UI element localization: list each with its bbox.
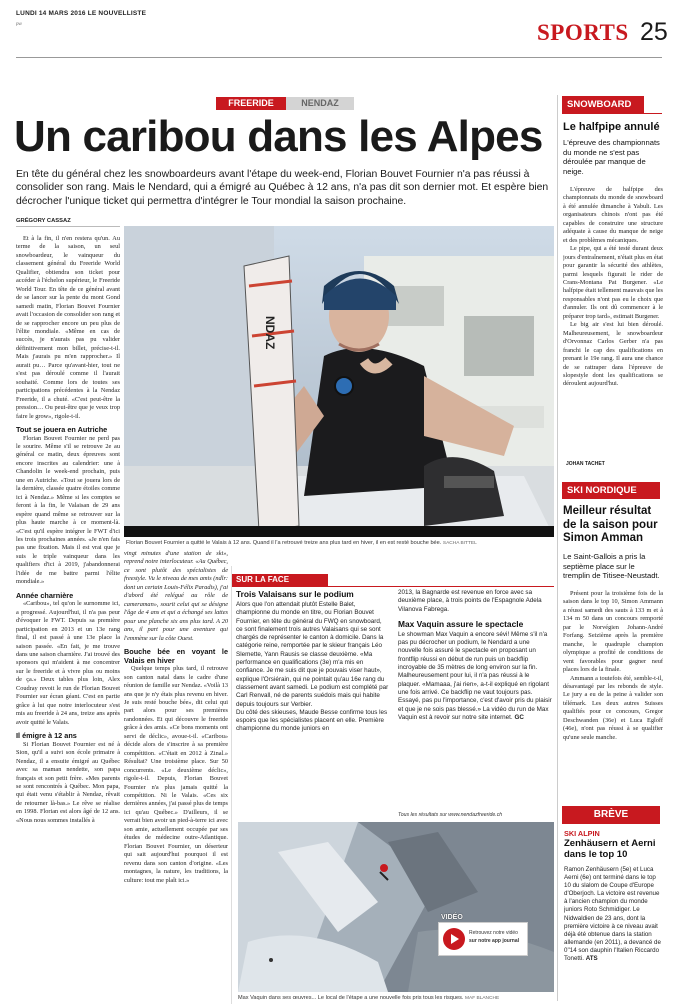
caption-text: Max Vaquin dans ses œuvres... Le local de l'étape a une nouvelle fois pris tous les risques. bbox=[238, 995, 464, 1001]
lead-paragraph: En tête du général chez les snowboardeurs avant l'étape du week-end, Florian Bouvet Fournier n'a pas réussi à consolider son rang. Mais le Nendard, qui a émigré au Québec à 12 ans, n'a pas dit son dernier mot. Et espère bien décrocher l'unique ticket qui permettra d'intégrer le Tour mondial la saison prochaine. bbox=[16, 169, 549, 207]
tag-freeride: FREERIDE bbox=[216, 97, 286, 110]
header-rule bbox=[16, 57, 662, 58]
ski-lead: Le Saint-Gallois a pris la septième place sur le tremplin de Titisee-Neustadt. bbox=[563, 552, 660, 580]
box-heading: Max Vaquin assure le spectacle bbox=[398, 618, 524, 629]
breve-signature: ATS bbox=[585, 955, 598, 963]
snowboard-label: SNOWBOARD bbox=[562, 96, 644, 113]
breve-label: BRÈVE bbox=[562, 806, 660, 824]
header-small-mark: pw bbox=[16, 21, 22, 26]
article-column-1 bbox=[16, 235, 120, 1003]
subheading: Tout se jouera en Autriche bbox=[16, 424, 108, 434]
paragraph: Florian Bouvet Fournier ne perd pas le sourire. Même s'il se retrouve 2e au général ce matin, deux épreuves sont encore inscrites au calendrier: une à Chandolin le week-end prochain, puis une en Autriche. «Tout se jouera lors de la dernière, classée quatre étoiles comme ici à Nendaz.» Même si les comptes se feront à la fin, le Valaisan de 29 ans espère quand même se retrouver sur la plus haute marche à ce moment-là. «C'est qu'il espère intégrer le FWT d'ici les trois prochaines années. «Je n'en fais pas une fixation. Mais il est vrai que je suis le triple vainqueur dans les qualifiers d'ici à 2019, j'abandonnerai l'idée de me battre parmi l'élite mondiale.» bbox=[16, 434, 120, 586]
main-photo bbox=[124, 226, 554, 537]
caption-text: Florian Bouvet Fournier a quitté le Valais à 12 ans. Quand il l'a retrouvé treize ans plus tard en hiver, il en est resté bouche bée. bbox=[126, 540, 442, 546]
breve-headline: Zenhäusern et Aerni dans le top 10 bbox=[564, 838, 656, 860]
ski-nordique-label: SKI NORDIQUE bbox=[562, 482, 660, 499]
play-icon[interactable] bbox=[443, 928, 465, 950]
ski-headline: Meilleur résultat de la saison pour Simon Amman bbox=[563, 505, 658, 544]
paragraph: Alors que l'on attendait plutôt Estelle Balet, championne du monde en titre, ou Florian Bouvet Fournier, en tête du général du FWQ en snowboard, ce sont finalement trois autres Valaisans qui se sont chargés de représenter le canton à domicile. Dans la catégorie reine, remportée par le skieur français Léo Slemette, Yann Rausis se classe deuxième. «Ma performance en qualifications (3e) m'a mis en confiance. Je me suis dit que je pouvais viser haut», explique l'Orsiérain, qui ne pointait qu'au 16e rang du classement avant samedi. Le podium est complété par Carl Renvall, né de parents suédois mais qui habite depuis toujours sur Verbier. bbox=[236, 601, 389, 708]
breve-text: Ramon Zenhäusern (5e) et Luca Aerni (6e) ont terminé dans le top 10 du slalom de Coupe d'Europe d'Oberjoch. La victoire est revenue à l'ancien champion du monde juniors Roto Schmidiger. Le Nidwaldien de 23 ans, dont la première victoire à ce niveau avait déjà été obtenue dans la station allemande (en 2011), a devancé de 0''14 son dauphin l'Italien Riccardo Tonetti. bbox=[564, 866, 661, 963]
paragraph: Quelque temps plus tard, il retrouve son canton natal dans le cadre d'une réunion de famille sur Nendaz. «Voilà 13 ans que je n'y étais plus revenu en hiver. Je suis resté bouche bée», dit celui qui part alors pour ses premières randonnées. Et qui découvre le freeride grâce à des amis. «Ce bons moments ont servi de déclic», avoue-t-il. «Caribou» décide alors de s'inscrire à sa première compétition. «C'était en 2012 à Zinal.» Résultat? Une troisième place. Sur 50 concurrents. «Le deuxième déclic», rigole-t-il. Depuis, Florian Bouvet Fournier n'a plus jamais quitté la compétition. Ni le Valais. «Ces six dernières années, j'ai passé plus de temps ici qu'au Québec.» D'ailleurs, il se verrait bien avoir un pied-à-terre ici avec son amie, actuellement occupée par ses études de médecine outre-Atlantique. Florian Bouvet Fournier, un déserteur qui sait aujourd'hui pourquoi il est revenu dans son canton d'origine. «Les montagnes, la nature, les traditions, la culture: tout me plaît ici.» bbox=[124, 665, 228, 884]
page-number: 25 bbox=[640, 18, 668, 46]
video-label: VIDÉO bbox=[441, 914, 463, 921]
sidebar-rule bbox=[557, 95, 558, 1001]
box-label: SUR LA FACE bbox=[232, 574, 328, 586]
subheading: Bouche bée en voyant le Valais en hiver bbox=[124, 646, 228, 665]
photo-credit: MAF BLANCHE bbox=[465, 996, 500, 1001]
breve-body bbox=[564, 866, 662, 1004]
box-heading: Trois Valaisans sur le podium bbox=[236, 589, 354, 599]
box-rule bbox=[232, 586, 554, 587]
paragraph: Si Florian Bouvet Fournier est né à Sion, qu'il a suivi son école primaire à Nendaz, il a ensuite émigré au Québec avec sa maman nendette, son papa français et son petit frère. «Mes parents se sont rencontrés à Québec. Mon papa, qui était venu s'établir à Nendaz, rêvait de retourner là-bas.» Le rêve se réalise en 1998. Florian est alors âgé de 12 ans. «Nous nous sommes installés à bbox=[16, 740, 120, 824]
photo-caption bbox=[126, 540, 546, 546]
tag-nendaz: NENDAZ bbox=[286, 97, 354, 110]
snowboard-rule bbox=[562, 113, 662, 114]
headline: Un caribou dans les Alpes bbox=[14, 112, 543, 161]
byline-rule bbox=[16, 226, 120, 227]
box-signature: GC bbox=[514, 713, 524, 721]
photo2-caption bbox=[238, 995, 558, 1001]
article-column-2 bbox=[124, 550, 228, 1005]
paragraph bbox=[398, 631, 552, 722]
column-rule bbox=[231, 566, 232, 1004]
snowboard-headline: Le halfpipe annulé bbox=[563, 121, 660, 133]
video-badge[interactable] bbox=[438, 914, 528, 956]
subheading: Il émigre à 12 ans bbox=[16, 731, 77, 741]
paragraph: vingt minutes d'une station de ski», reprend notre interlocuteur. «Au Québec, ce sont plutôt des spécialistes de freestyle. Vu le niveau de mes amis (ndlr: dont un certain Louis-Félix Paradis), j'ai d'abord été relégué au rôle de cameraman», sourit celui qui se désigne l'âge de 4 ans et qui a échangé ses lattes pour une planche six ans plus tard. A 20 ans, il part pour une aventure qui l'emmène sur la côte Ouest. bbox=[124, 550, 228, 642]
byline: GRÉGORY CASSAZ bbox=[16, 218, 71, 224]
video-text-1: Retrouvez notre vidéo bbox=[469, 930, 518, 936]
paragraph: Présent pour la troisième fois de la saison dans le top 10, Simon Ammann a réussi samedi des sauts à 133 m et à 134 m 50 dans un concours remporté par le Norvégien Johann-André Forfang. Seizième après la première manche, le quadruple champion olympique a profité de conditions de vent favorables pour gagner neuf places lors de la finale. bbox=[563, 590, 663, 674]
paragraph: Le big air s'est lui bien déroulé. Malheureusement, le snowboardeur d'Orvonnaz Carlos Gerber n'a pas franchi le cap des qualifications en prenant le 19e rang. Il aura une chance de se rattraper dans l'épreuve de slopestyle dont les qualifications se déroulent aujourd'hui. bbox=[563, 321, 663, 388]
box-column-1 bbox=[236, 589, 389, 809]
paragraph: Ammann a toutefois été, semble-t-il, désavantagé par les rebonds de style. Le jury a eu de la peine à valider son télémark. Les deux autres Suisses qualifiés pour ce concours, Gregor Deschwanden (36e) et Luca Egloff (46e), n'ont pas réussi à se qualifier qu'une seule manche. bbox=[563, 674, 663, 741]
box-body-text: Le showman Max Vaquin a encore sévi! Même s'il n'a pas pu décrocher un podium, le Nendard a une nouvelle fois assuré le spectacle en proposant un frontflip réussi en début de run puis un backflip incroyable de 35 mètres de long environ sur la fin. Malheureusement pour lui, il n'a pas réussi à le plaquer. «Mamaaa, j'ai rien», a-t-il expliqué en rigolant une fois arrivé. Ce backflip ne vaut toujours pas. Essayé, pas pu l'importance, c'est d'avoir pris du plaisir et que je ne sois pas blessé.» La vidéo du run de Max Vaquin est à revoir sur notre site internet. bbox=[398, 630, 552, 721]
ski-body bbox=[563, 590, 663, 805]
paragraph: Et à la fin, il n'en restera qu'un. Au terme de la saison, un seul snowboardeur, le vainqueur du classement général du Freeride World Qualifier, obtiendra son ticket pour accéder à l'échelon supérieur, le Freeride World Tour. En tête de ce général avant de se lancer sur la pente du mont Gond samedi matin, Florian Bouvet Fournier avait l'occasion de consolider son rang et de se rapprocher encore un peu plus de l'élite mondiale. «Même en cas de succès, je n'aurais pas pu valider définitivement mon billet, précise-t-il. Mais j'aurais pu m'en rapprocher.» Il aurait pu… Parce qu'avant-hier, tout ne s'est pas déroulé comme il l'aurait souhaité. Comme lors de toutes ses participations précédentes à la Nendaz Freeride, il a chuté. «C'est peut-être la pression… Ou peut-être que je veux trop faire le grow», rigole-t-il. bbox=[16, 235, 120, 420]
breve-kicker: SKI ALPIN bbox=[564, 829, 600, 838]
subheading: Année charnière bbox=[16, 590, 74, 600]
freeride-photo bbox=[238, 822, 554, 992]
section-title: SPORTS bbox=[537, 20, 629, 45]
results-link[interactable]: Tous les résultats sur www.nendazfreeride.ch bbox=[398, 812, 503, 818]
paragraph: Le pipe, qui a été testé durant deux jours d'entraînement, n'était plus en état pour garantir la sécurité des athlètes, parmi lesquels figurait le rider de Crans-Montana Pat Burgener. «Le halfpipe était tellement mauvais que les responsables n'ont pas eu le choix que d'annuler. Ils ont dû commencer à le préparer trop tard», estimait Burgener. bbox=[563, 245, 663, 320]
box-column-2 bbox=[398, 589, 552, 809]
paragraph: L'épreuve de halfpipe des championnats du monde de snowboard à été annulée dimanche à Yabuli. Les organisateurs chinois n'ont pas été capables de construire une structure adéquate à cause du manque de neige et des problèmes mécaniques. bbox=[563, 186, 663, 244]
snowboard-body bbox=[563, 186, 663, 441]
paragraph: Du côté des skieuses, Maude Besse confirme tous les espoirs que les spécialistes placent en elle. Première championne du monde juniors en bbox=[236, 708, 388, 733]
paragraph: «Caribou», tel qu'on le surnomme ici, a progressé. Aujourd'hui, il n'a pas peur d'évoquer le FWT. Depuis sa première participation en 2013 et un 13e rang final, il est passé à une 13e place la saison passée. «En fait, je me trouve dans une saison charnière. J'ai trouvé des sponsors qui m'aident à me concentrer sur le freeride et à vivre plus ou moins de ça.» Deux tables plus loin, Alex Coudray revoit le run de Florian Bouvet Fournier sur écran géant. C'est en partie grâce à lui que notre interlocuteur s'est mis au freeride à 24 ans, treize ans après avoir quitté le Valais. bbox=[16, 600, 120, 726]
paragraph: 2013, la Bagnarde est revenue en force avec sa deuxième place, à trois points de l'Espagnole Adela Vilanova Fabrega. bbox=[398, 589, 542, 613]
svg-text:NDAZ: NDAZ bbox=[263, 316, 277, 350]
header-date: LUNDI 14 MARS 2016 LE NOUVELLISTE bbox=[16, 10, 147, 17]
snowboard-signature: JOHAN TACHET bbox=[566, 461, 605, 467]
snowboard-lead: L'épreuve des championnats du monde ne s'est pas déroulée par manque de neige. bbox=[563, 138, 660, 176]
photo-credit: SACHA BITTEL bbox=[442, 541, 477, 546]
video-text-2: sur notre app journal bbox=[469, 938, 520, 944]
